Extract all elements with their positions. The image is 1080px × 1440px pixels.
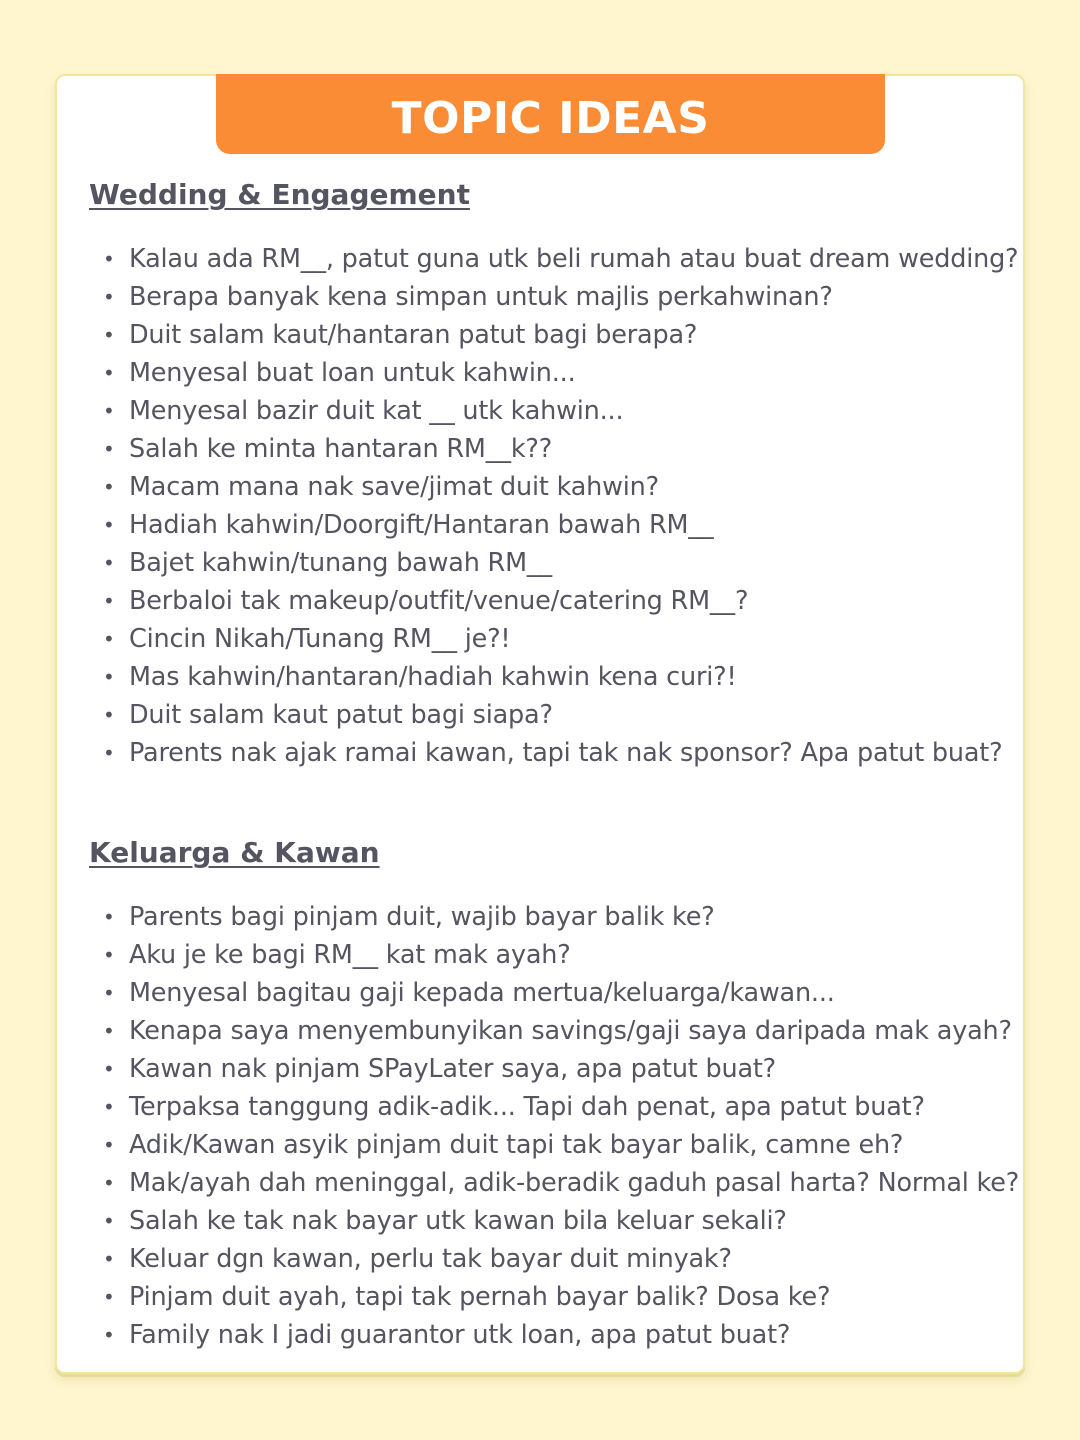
list-item-text: Berapa banyak kena simpan untuk majlis perkahwinan? (129, 282, 833, 312)
bullet-icon: • (103, 247, 115, 271)
list-item-text: Duit salam kaut/hantaran patut bagi berapa? (129, 320, 698, 350)
bullet-icon: • (103, 943, 115, 967)
list-item (100, 1012, 1030, 1050)
list-item (100, 658, 1030, 696)
list-item (100, 620, 1030, 658)
bullet-icon: • (103, 1171, 115, 1195)
bullet-icon: • (103, 551, 115, 575)
bullet-icon: • (103, 703, 115, 727)
bullet-icon: • (103, 1285, 115, 1309)
bullet-icon: • (103, 323, 115, 347)
list-item (100, 1088, 1030, 1126)
list-item-text: Hadiah kahwin/Doorgift/Hantaran bawah RM__ (129, 510, 714, 540)
list-item (100, 316, 1030, 354)
list-item (100, 936, 1030, 974)
bullet-icon: • (103, 361, 115, 385)
list-item-text: Salah ke minta hantaran RM__k?? (129, 434, 553, 464)
list-item-text: Kawan nak pinjam SPayLater saya, apa patut buat? (129, 1054, 777, 1084)
list-item (100, 506, 1030, 544)
list-item (100, 468, 1030, 506)
bullet-icon: • (103, 1095, 115, 1119)
bullet-icon: • (103, 627, 115, 651)
bullet-icon: • (103, 1209, 115, 1233)
list-item (100, 696, 1030, 734)
bullet-icon: • (103, 513, 115, 537)
list-item (100, 1164, 1030, 1202)
bullet-icon: • (103, 285, 115, 309)
list-item-text: Menyesal buat loan untuk kahwin... (129, 358, 576, 388)
list-item-text: Adik/Kawan asyik pinjam duit tapi tak bayar balik, camne eh? (129, 1130, 904, 1160)
list-item-text: Pinjam duit ayah, tapi tak pernah bayar balik? Dosa ke? (129, 1282, 831, 1312)
bullet-icon: • (103, 1019, 115, 1043)
list-item (100, 430, 1030, 468)
list-item-text: Kalau ada RM__, patut guna utk beli rumah atau buat dream wedding? (129, 244, 1019, 274)
bullet-icon: • (103, 437, 115, 461)
list-item (100, 1278, 1030, 1316)
list-item (100, 1126, 1030, 1164)
list-item-text: Parents nak ajak ramai kawan, tapi tak nak sponsor? Apa patut buat? (129, 738, 1003, 768)
list-item-text: Duit salam kaut patut bagi siapa? (129, 700, 553, 730)
topic-list-wedding (100, 240, 1030, 772)
bullet-icon: • (103, 589, 115, 613)
list-item (100, 240, 1030, 278)
bullet-icon: • (103, 1133, 115, 1157)
list-item-text: Menyesal bagitau gaji kepada mertua/keluarga/kawan... (129, 978, 835, 1008)
bullet-icon: • (103, 1247, 115, 1271)
list-item (100, 354, 1030, 392)
list-item (100, 1240, 1030, 1278)
list-item (100, 1050, 1030, 1088)
bullet-icon: • (103, 1057, 115, 1081)
bullet-icon: • (103, 1323, 115, 1347)
title-banner (216, 74, 885, 154)
list-item-text: Keluar dgn kawan, perlu tak bayar duit minyak? (129, 1244, 732, 1274)
bullet-icon: • (103, 665, 115, 689)
bullet-icon: • (103, 399, 115, 423)
list-item-text: Bajet kahwin/tunang bawah RM__ (129, 548, 552, 578)
bullet-icon: • (103, 981, 115, 1005)
list-item (100, 1316, 1030, 1354)
topic-list-family (100, 898, 1030, 1354)
list-item-text: Parents bagi pinjam duit, wajib bayar balik ke? (129, 902, 715, 932)
list-item-text: Salah ke tak nak bayar utk kawan bila keluar sekali? (129, 1206, 787, 1236)
list-item-text: Menyesal bazir duit kat __ utk kahwin... (129, 396, 624, 426)
list-item (100, 544, 1030, 582)
list-item-text: Aku je ke bagi RM__ kat mak ayah? (129, 940, 571, 970)
list-item (100, 582, 1030, 620)
page-title: TOPIC IDEAS (391, 93, 710, 144)
section-heading-wedding: Wedding & Engagement (89, 178, 470, 211)
list-item (100, 1202, 1030, 1240)
list-item (100, 974, 1030, 1012)
list-item-text: Berbaloi tak makeup/outfit/venue/catering RM__? (129, 586, 749, 616)
bullet-icon: • (103, 475, 115, 499)
list-item-text: Family nak I jadi guarantor utk loan, apa patut buat? (129, 1320, 791, 1350)
list-item-text: Kenapa saya menyembunyikan savings/gaji saya daripada mak ayah? (129, 1016, 1012, 1046)
bullet-icon: • (103, 741, 115, 765)
list-item-text: Mas kahwin/hantaran/hadiah kahwin kena curi?! (129, 662, 737, 692)
section-heading-family: Keluarga & Kawan (89, 836, 380, 869)
list-item (100, 734, 1030, 772)
list-item (100, 278, 1030, 316)
list-item (100, 392, 1030, 430)
list-item (100, 898, 1030, 936)
list-item-text: Terpaksa tanggung adik-adik... Tapi dah penat, apa patut buat? (129, 1092, 925, 1122)
bullet-icon: • (103, 905, 115, 929)
list-item-text: Cincin Nikah/Tunang RM__ je?! (129, 624, 511, 654)
list-item-text: Macam mana nak save/jimat duit kahwin? (129, 472, 659, 502)
list-item-text: Mak/ayah dah meninggal, adik-beradik gaduh pasal harta? Normal ke? (129, 1168, 1020, 1198)
